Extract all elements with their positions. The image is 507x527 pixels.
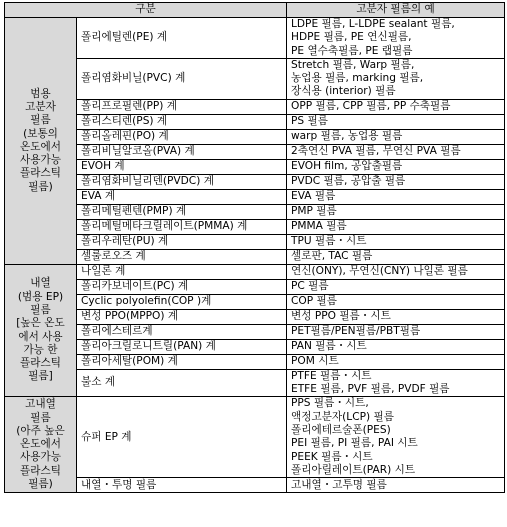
- header-category: 구분: [5, 3, 287, 18]
- table-row: [5, 58, 505, 99]
- example-line: LDPE 필름, L-LDPE sealant 필름,: [291, 18, 455, 30]
- table-row: [5, 249, 505, 264]
- film-type: 폴리염화비닐리덴(PVDC) 계: [77, 174, 287, 189]
- example-line: 농업용 필름, marking 필름,: [291, 72, 424, 85]
- film-type: 폴리아세탈(POM) 계: [77, 354, 287, 369]
- film-type: 나일론 계: [77, 264, 287, 279]
- film-examples: EVOH film, 공압출필름: [287, 159, 505, 174]
- table-row: [5, 204, 505, 219]
- film-examples: 고내열・고투명 필름: [287, 478, 505, 493]
- group-label-heat-resistant: 내열 (범용 EP) 필름 [높은 온도 에서 사용 가능 한 플라스틱 필름]: [5, 264, 77, 397]
- film-type: 폴리프로필렌(PP) 계: [77, 99, 287, 114]
- film-examples: 변성 PPO 필름・시트: [287, 309, 505, 324]
- example-line: PEI 필름, PI 필름, PAI 시트: [291, 437, 418, 450]
- film-type: 변성 PPO(MPPO) 계: [77, 309, 287, 324]
- example-line: ETFE 필름, PVF 필름, PVDF 필름: [291, 383, 450, 396]
- film-type: 내열・투명 필름: [77, 478, 287, 493]
- example-line: PEEK 필름・시트: [291, 450, 373, 463]
- film-type: 폴리올레핀(PO) 계: [77, 129, 287, 144]
- table-row: [5, 114, 505, 129]
- table-row: [5, 369, 505, 397]
- example-line: PPS 필름・시트,: [291, 397, 369, 410]
- group-label-high-heat: 고내열 필름 (아주 높은 온도에서 사용가능 플라스틱 필름): [5, 397, 77, 493]
- table-row: [5, 324, 505, 339]
- header-row: [5, 3, 505, 18]
- example-line: 액정고분자(LCP) 필름: [291, 410, 394, 423]
- film-examples: POM 시트: [287, 354, 505, 369]
- example-line: PTFE 필름・시트: [291, 369, 372, 382]
- table-row: [5, 309, 505, 324]
- table-row: [5, 234, 505, 249]
- film-examples: PVDC 필름, 공압출 필름: [287, 174, 505, 189]
- film-type: 슈퍼 EP 계: [77, 397, 287, 478]
- film-type: 폴리우레탄(PU) 계: [77, 234, 287, 249]
- example-line: 장식용 (interior) 필름: [291, 85, 396, 98]
- film-examples: PMMA 필름: [287, 219, 505, 234]
- table-row: [5, 174, 505, 189]
- table-row: [5, 264, 505, 279]
- film-type: 셀룰로오즈 계: [77, 249, 287, 264]
- header-examples: 고분자 필름의 예: [287, 3, 505, 18]
- table-row: [5, 18, 505, 59]
- film-type: 폴리스티렌(PS) 계: [77, 114, 287, 129]
- film-examples: [287, 58, 505, 99]
- film-type: 폴리염화비닐(PVC) 계: [77, 58, 287, 99]
- table-row: [5, 129, 505, 144]
- film-type: EVOH 계: [77, 159, 287, 174]
- film-examples: COP 필름: [287, 294, 505, 309]
- table-row: [5, 397, 505, 478]
- film-examples: 연신(ONY), 무연신(CNY) 나일론 필름: [287, 264, 505, 279]
- example-line: HDPE 필름, PE 연신필름,: [291, 31, 412, 44]
- table-row: [5, 339, 505, 354]
- table-row: [5, 189, 505, 204]
- example-line: PE 열수축필름, PE 랩필름: [291, 44, 413, 57]
- group-label-general: 범용 고분자 필름 (보통의 온도에서 사용가능 플라스틱 필름): [5, 18, 77, 265]
- film-examples: 셀로판, TAC 필름: [287, 249, 505, 264]
- film-type: 폴리에스테르계: [77, 324, 287, 339]
- film-examples: PAN 필름・시트: [287, 339, 505, 354]
- film-type: 폴리아크릴로니트릴(PAN) 계: [77, 339, 287, 354]
- film-type: Cyclic polyolefin(COP )계: [77, 294, 287, 309]
- table-row: [5, 219, 505, 234]
- polymer-film-table: [4, 2, 505, 493]
- table-row: [5, 159, 505, 174]
- film-type: 불소 계: [77, 369, 287, 397]
- film-examples: [287, 397, 505, 478]
- film-examples: warp 필름, 농업용 필름: [287, 129, 505, 144]
- film-examples: OPP 필름, CPP 필름, PP 수축필름: [287, 99, 505, 114]
- example-line: 폴리에테르술폰(PES): [291, 423, 391, 436]
- table-row: [5, 279, 505, 294]
- table-row: [5, 478, 505, 493]
- table-row: [5, 294, 505, 309]
- film-examples: [287, 369, 505, 397]
- film-examples: PS 필름: [287, 114, 505, 129]
- film-type: EVA 계: [77, 189, 287, 204]
- table-row: [5, 354, 505, 369]
- table-row: [5, 144, 505, 159]
- film-examples: EVA 필름: [287, 189, 505, 204]
- film-examples: 2축연신 PVA 필름, 무연신 PVA 필름: [287, 144, 505, 159]
- film-examples: TPU 필름・시트: [287, 234, 505, 249]
- film-type: 폴리메틸펜텐(PMP) 계: [77, 204, 287, 219]
- film-type: 폴리카보네이트(PC) 계: [77, 279, 287, 294]
- film-examples: PET필름/PEN필름/PBT필름: [287, 324, 505, 339]
- film-type: 폴리메틸메타크릴레이트(PMMA) 계: [77, 219, 287, 234]
- table-row: [5, 99, 505, 114]
- film-type: 폴리비닐알코올(PVA) 계: [77, 144, 287, 159]
- film-type: 폴리에틸렌(PE) 계: [77, 18, 287, 59]
- film-examples: PMP 필름: [287, 204, 505, 219]
- example-line: Stretch 필름, Warp 필름,: [291, 58, 415, 71]
- example-line: 폴리아릴레이트(PAR) 시트: [291, 463, 416, 476]
- film-examples: [287, 18, 505, 59]
- film-examples: PC 필름: [287, 279, 505, 294]
